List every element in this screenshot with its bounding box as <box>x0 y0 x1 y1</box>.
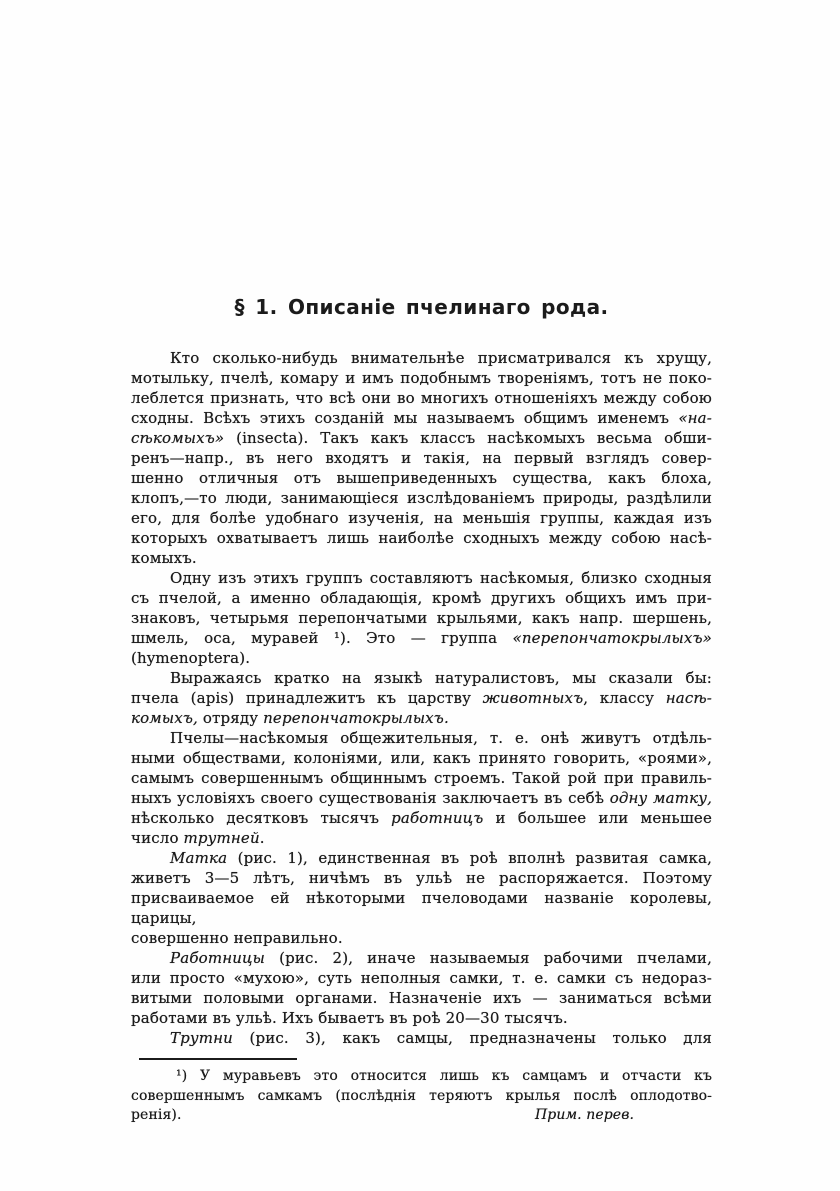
text-line <box>131 1067 712 1087</box>
text-line <box>131 1008 712 1028</box>
text-run: ренія). <box>131 1107 182 1123</box>
text-run: (рис. 1), единственная въ роѣ вполнѣ развитая самка, <box>227 849 712 867</box>
text-run: (insecta). Такъ какъ классъ насѣкомыхъ весьма обши- <box>224 429 712 447</box>
text-run: ренъ—напр., въ него входятъ и такія, на первый взглядъ совер- <box>131 449 712 467</box>
footnote-separator-rule <box>139 1058 297 1060</box>
text-run: леблется признать, что всѣ они во многихъ отношеніяхъ между собою <box>131 389 712 407</box>
text-run: (рис. 2), иначе называемыя рабочими пчелами, <box>265 949 712 967</box>
text-run: ными обществами, колоніями, или, какъ принято говорить, «роями», <box>131 749 712 767</box>
italic-run: Матка <box>170 849 228 867</box>
text-run: или просто «мухою», суть неполныя самки, т. е. самки съ недораз- <box>131 969 712 987</box>
footnote <box>131 1067 712 1126</box>
text-line <box>131 548 712 568</box>
text-run: которыхъ охватываетъ лишь наиболѣе сходныхъ между собою насѣ- <box>131 529 712 547</box>
italic-run: комыхъ, <box>131 709 198 727</box>
text-line <box>131 948 712 968</box>
section-heading: § 1. Описаніе пчелинаго рода. <box>234 295 609 319</box>
italic-run: «перепончатокрылыхъ» <box>512 629 712 647</box>
text-line <box>131 528 712 548</box>
italic-run: одну матку, <box>609 789 712 807</box>
text-line <box>131 608 712 628</box>
italic-run: сѣкомыхъ» <box>131 429 225 447</box>
text-run: Выражаясь кратко на языкѣ натуралистовъ, мы сказали бы: <box>170 669 712 687</box>
body-text <box>131 348 712 1048</box>
italic-run: «на- <box>678 409 712 427</box>
text-run: присваиваемое ей нѣкоторыми пчеловодами названіе королевы, царицы, <box>131 889 712 927</box>
text-line <box>131 928 712 948</box>
text-run: шмель, оса, муравей ¹). Это — группа <box>131 629 513 647</box>
text-run: съ пчелой, а именно обладающія, кромѣ другихъ общихъ имъ при- <box>131 589 712 607</box>
text-run: витыми половыми органами. Назначеніе ихъ — заниматься всѣми <box>131 989 712 1007</box>
text-line <box>131 668 712 688</box>
text-run: число <box>131 829 184 847</box>
text-run: и большее или меньшее <box>483 809 712 827</box>
text-run: . <box>259 829 265 847</box>
text-line <box>131 408 712 428</box>
italic-run: Трутни <box>170 1029 233 1047</box>
text-run: живетъ 3—5 лѣтъ, ничѣмъ въ ульѣ не распоряжается. Поэтому <box>131 869 712 887</box>
text-run: ¹) У муравьевъ это относится лишь къ самцамъ и отчасти къ <box>176 1068 712 1084</box>
text-run: (hymenoptera). <box>131 649 251 667</box>
paragraph <box>131 1028 712 1048</box>
italic-run: животныхъ <box>482 689 584 707</box>
text-line <box>131 768 712 788</box>
text-run: совершеннымъ самкамъ (послѣднія теряютъ крылья послѣ оплодотво- <box>131 1087 712 1104</box>
text-line <box>131 788 712 808</box>
text-line <box>131 708 712 728</box>
translator-note: Прим. перев. <box>534 1107 634 1123</box>
paragraph <box>131 848 712 948</box>
text-line <box>131 748 712 768</box>
text-line <box>131 508 712 528</box>
text-line <box>131 1028 712 1048</box>
paragraph <box>131 948 712 1028</box>
text-line <box>131 348 712 368</box>
text-run: Кто сколько-нибудь внимательнѣе присматривался къ хрущу, <box>170 349 712 367</box>
italic-run: насѣ- <box>665 689 712 707</box>
text-line <box>131 468 712 488</box>
text-line <box>131 968 712 988</box>
text-line <box>131 688 712 708</box>
text-run: пчела (apis) принадлежитъ къ царству <box>131 689 483 707</box>
text-line <box>131 368 712 388</box>
text-run: Пчелы—насѣкомыя общежительныя, т. е. онѣ живутъ отдѣль- <box>170 729 712 747</box>
text-line <box>131 628 712 648</box>
paragraph <box>131 568 712 668</box>
text-line <box>131 828 712 848</box>
paragraph <box>131 668 712 728</box>
text-line <box>131 808 712 828</box>
text-run: работами въ ульѣ. Ихъ бываетъ въ роѣ 20—30 тысячъ. <box>131 1009 568 1027</box>
text-run: совершенно неправильно. <box>131 929 343 947</box>
text-line <box>131 988 712 1008</box>
text-run: самымъ совершеннымъ общиннымъ строемъ. Такой рой при правиль- <box>131 769 712 787</box>
text-run: знаковъ, четырьмя перепончатыми крыльями, какъ напр. шершень, <box>131 609 712 627</box>
text-line <box>131 648 712 668</box>
text-line <box>131 728 712 748</box>
text-run: (рис. 3), какъ самцы, предназначены только для <box>232 1029 712 1047</box>
text-line <box>131 1106 712 1126</box>
italic-run: перепончатокрылыхъ. <box>263 709 449 727</box>
text-run: шенно отличныя отъ вышеприведенныхъ существа, какъ блоха, <box>131 469 712 487</box>
text-run: клопъ,—то люди, занимающіеся изслѣдованіемъ природы, раздѣлили <box>131 489 712 507</box>
text-line <box>131 388 712 408</box>
text-line <box>131 448 712 468</box>
text-line <box>131 428 712 448</box>
text-run: Одну изъ этихъ группъ составляютъ насѣкомыя, близко сходныя <box>170 569 712 587</box>
italic-run: трутней <box>183 829 260 847</box>
text-run: ныхъ условіяхъ своего существованія заключаетъ въ себѣ <box>131 789 610 807</box>
text-run: нѣсколько десятковъ тысячъ <box>131 809 392 827</box>
text-line <box>131 868 712 888</box>
text-run: комыхъ. <box>131 549 197 567</box>
text-run: , классу <box>583 689 666 707</box>
text-line <box>131 588 712 608</box>
text-column <box>131 293 712 1126</box>
text-line <box>131 488 712 508</box>
paragraph <box>131 348 712 568</box>
italic-run: работницъ <box>391 809 484 827</box>
italic-run: Работницы <box>170 949 266 967</box>
text-run: сходны. Всѣхъ этихъ созданій мы называемъ общимъ именемъ <box>131 409 679 427</box>
text-run: отряду <box>197 709 264 727</box>
text-run: мотыльку, пчелѣ, комару и имъ подобнымъ твореніямъ, тотъ не поко- <box>131 369 712 387</box>
text-line <box>131 1087 712 1107</box>
text-run: его, для болѣе удобнаго изученія, на меньшія группы, каждая изъ <box>131 509 712 527</box>
text-line <box>131 568 712 588</box>
paragraph <box>131 728 712 848</box>
text-line <box>131 888 712 928</box>
text-line <box>131 848 712 868</box>
